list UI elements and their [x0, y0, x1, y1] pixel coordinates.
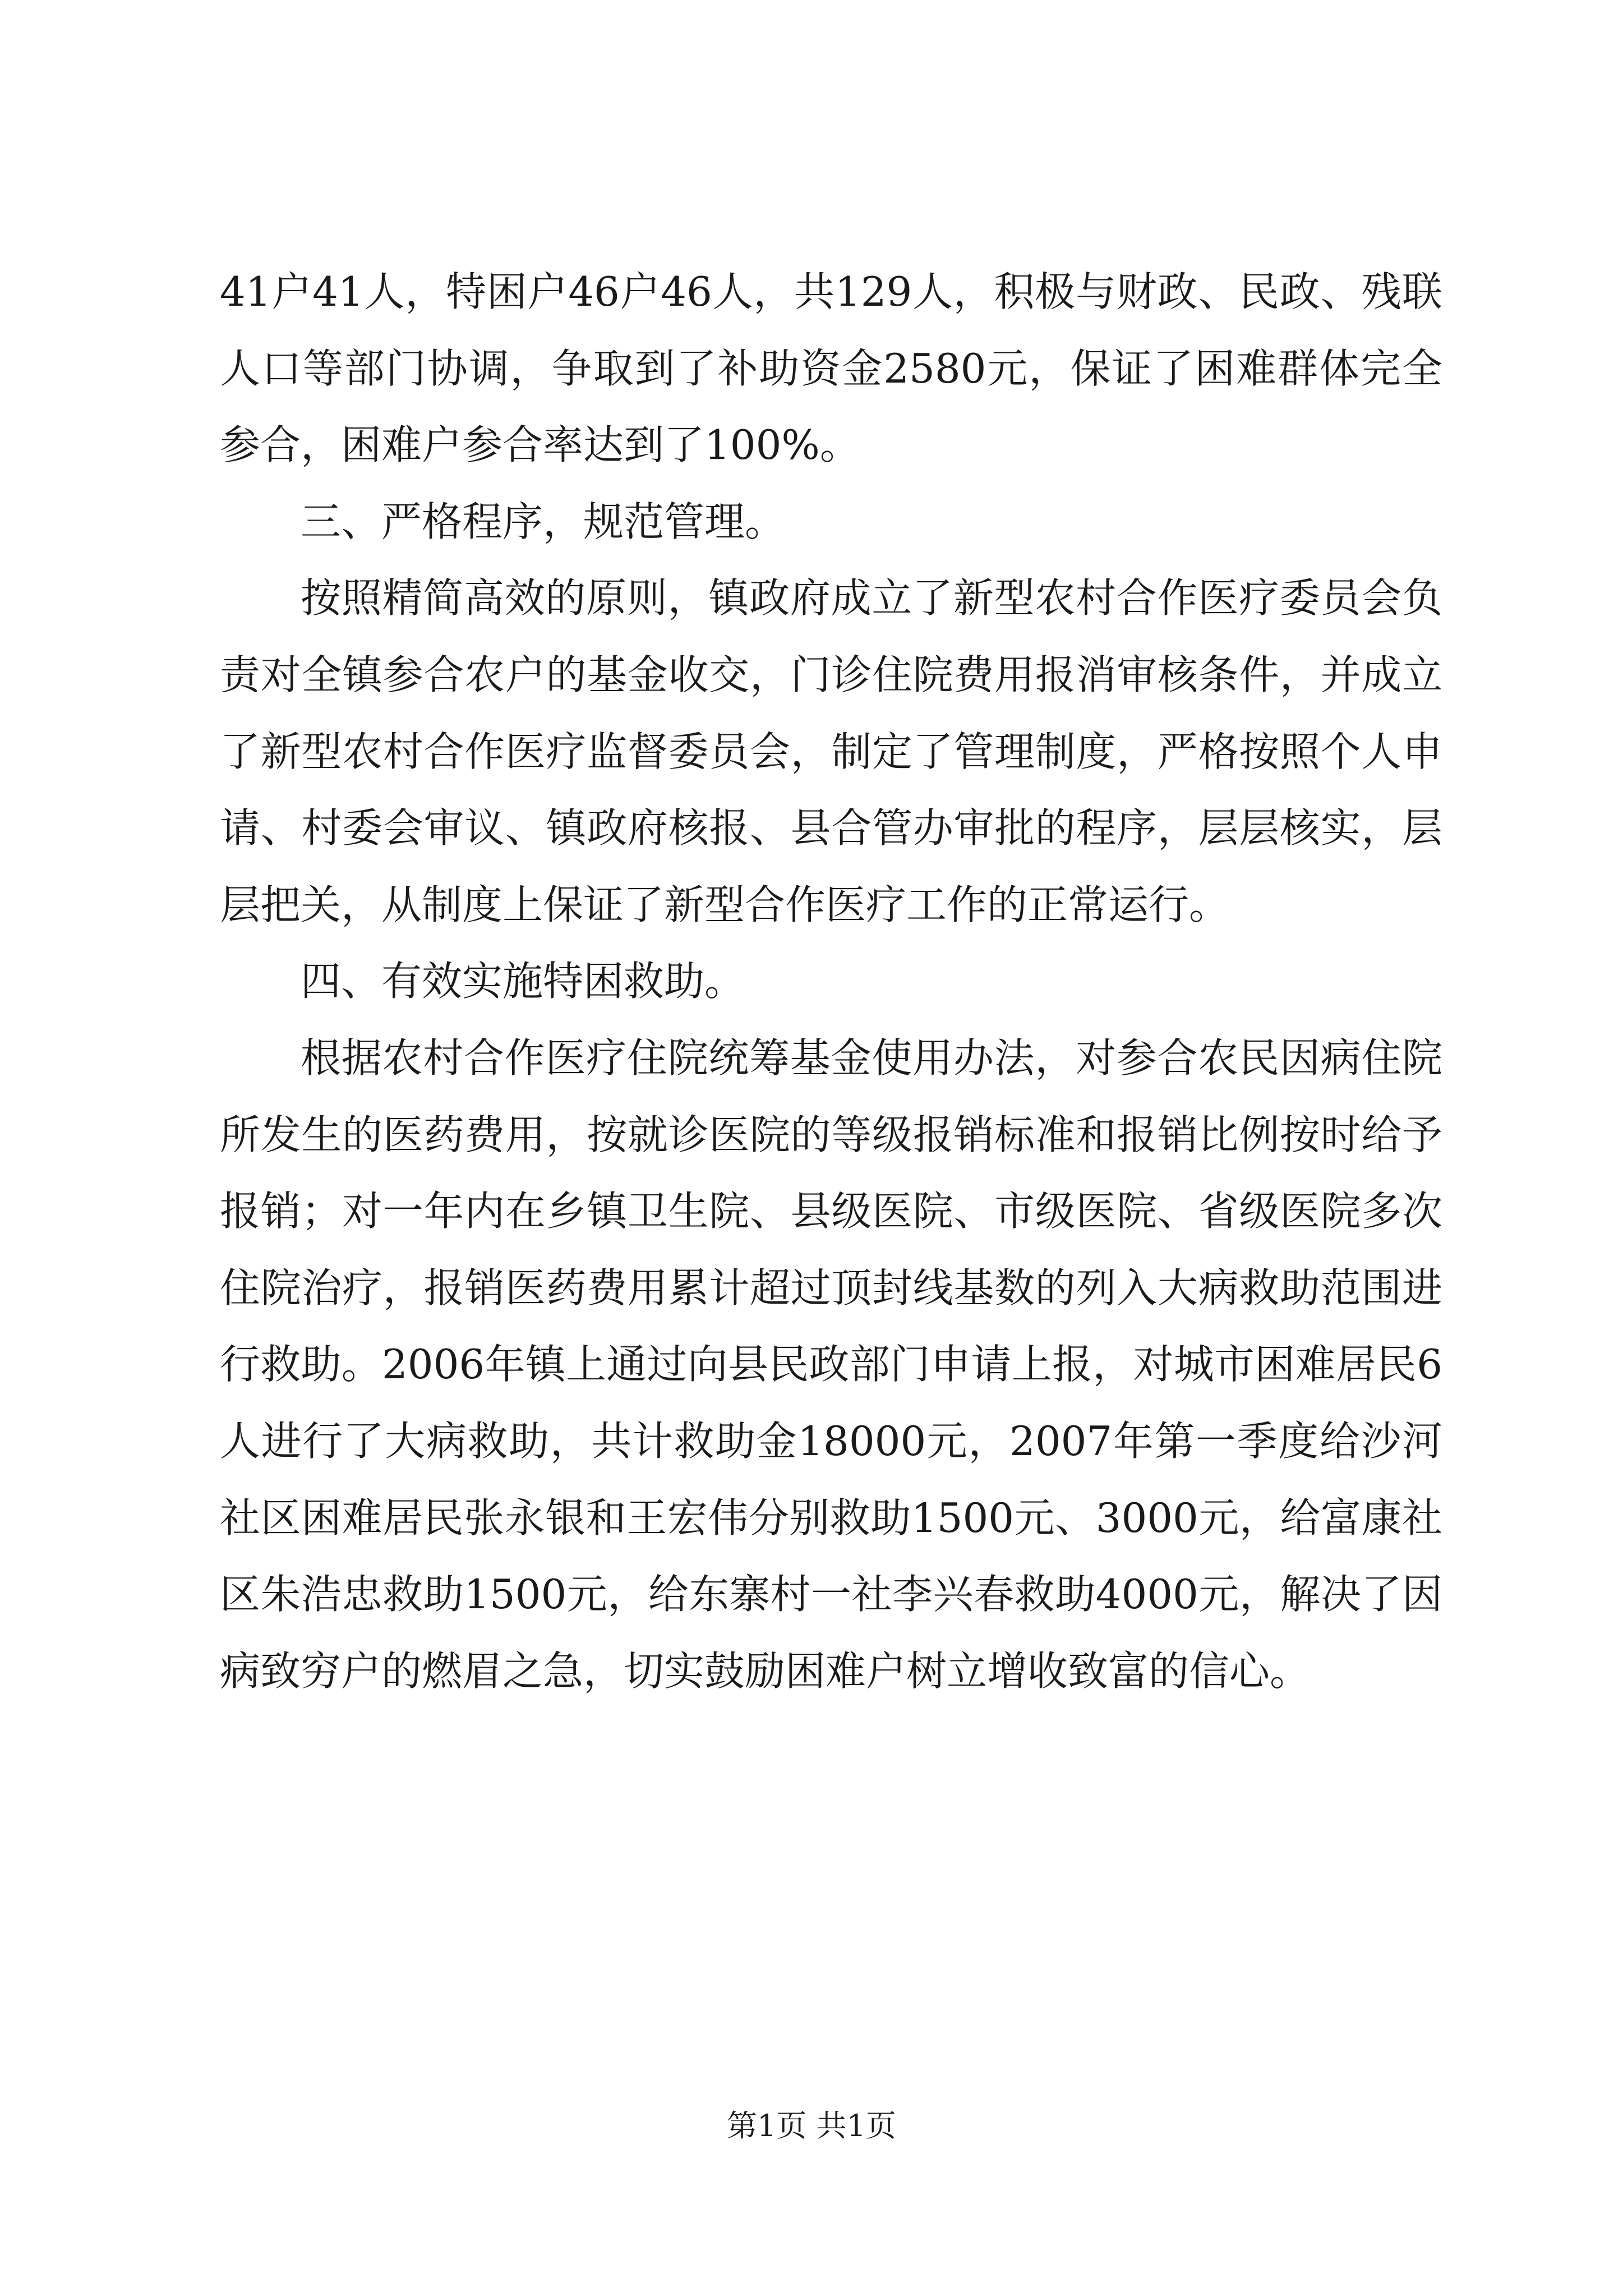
paragraph-relief: 根据农村合作医疗住院统筹基金使用办法，对参合农民因病住院所发生的医药费用，按就诊医院的等级报销标准和报销比例按时给予报销；对一年内在乡镇卫生院、县级医院、市级医院、省级医院多次住院治疗，报销医药费用累计超过顶封线基数的列入大病救助范围进行救助。2006年镇上通过向县民政部门申请上报，对城市困难居民6人进行了大病救助，共计救助金18000元，2007年第一季度给沙河社区困难居民张永银和王宏伟分别救助1500元、3000元，给富康社区朱浩忠救助1500元，给东寨村一社李兴春救助4000元，解决了因病致穷户的燃眉之急，切实鼓励困难户树立增收致富的信心。 [220, 1034, 1442, 1695]
paragraph-procedure: 按照精简高效的原则，镇政府成立了新型农村合作医疗委员会负责对全镇参合农户的基金收交，门诊住院费用报消审核条件，并成立了新型农村合作医疗监督委员会，制定了管理制度，严格按照个人申请、村委会审议、镇政府核报、县合管办审批的程序，层层核实，层层把关，从制度上保证了新型合作医疗工作的正常运行。 [220, 574, 1442, 928]
paragraph-continuation: 41户41人，特困户46户46人，共129人，积极与财政、民政、残联人口等部门协调，争取到了补助资金2580元，保证了困难群体完全参合，困难户参合率达到了100%。 [220, 268, 1442, 469]
page-footer: 第1页 共1页 [727, 2108, 896, 2143]
section-heading-three: 三、严格程序，规范管理。 [301, 498, 786, 545]
section-heading-four: 四、有效实施特困救助。 [301, 958, 745, 1005]
document-body [220, 254, 1442, 1709]
